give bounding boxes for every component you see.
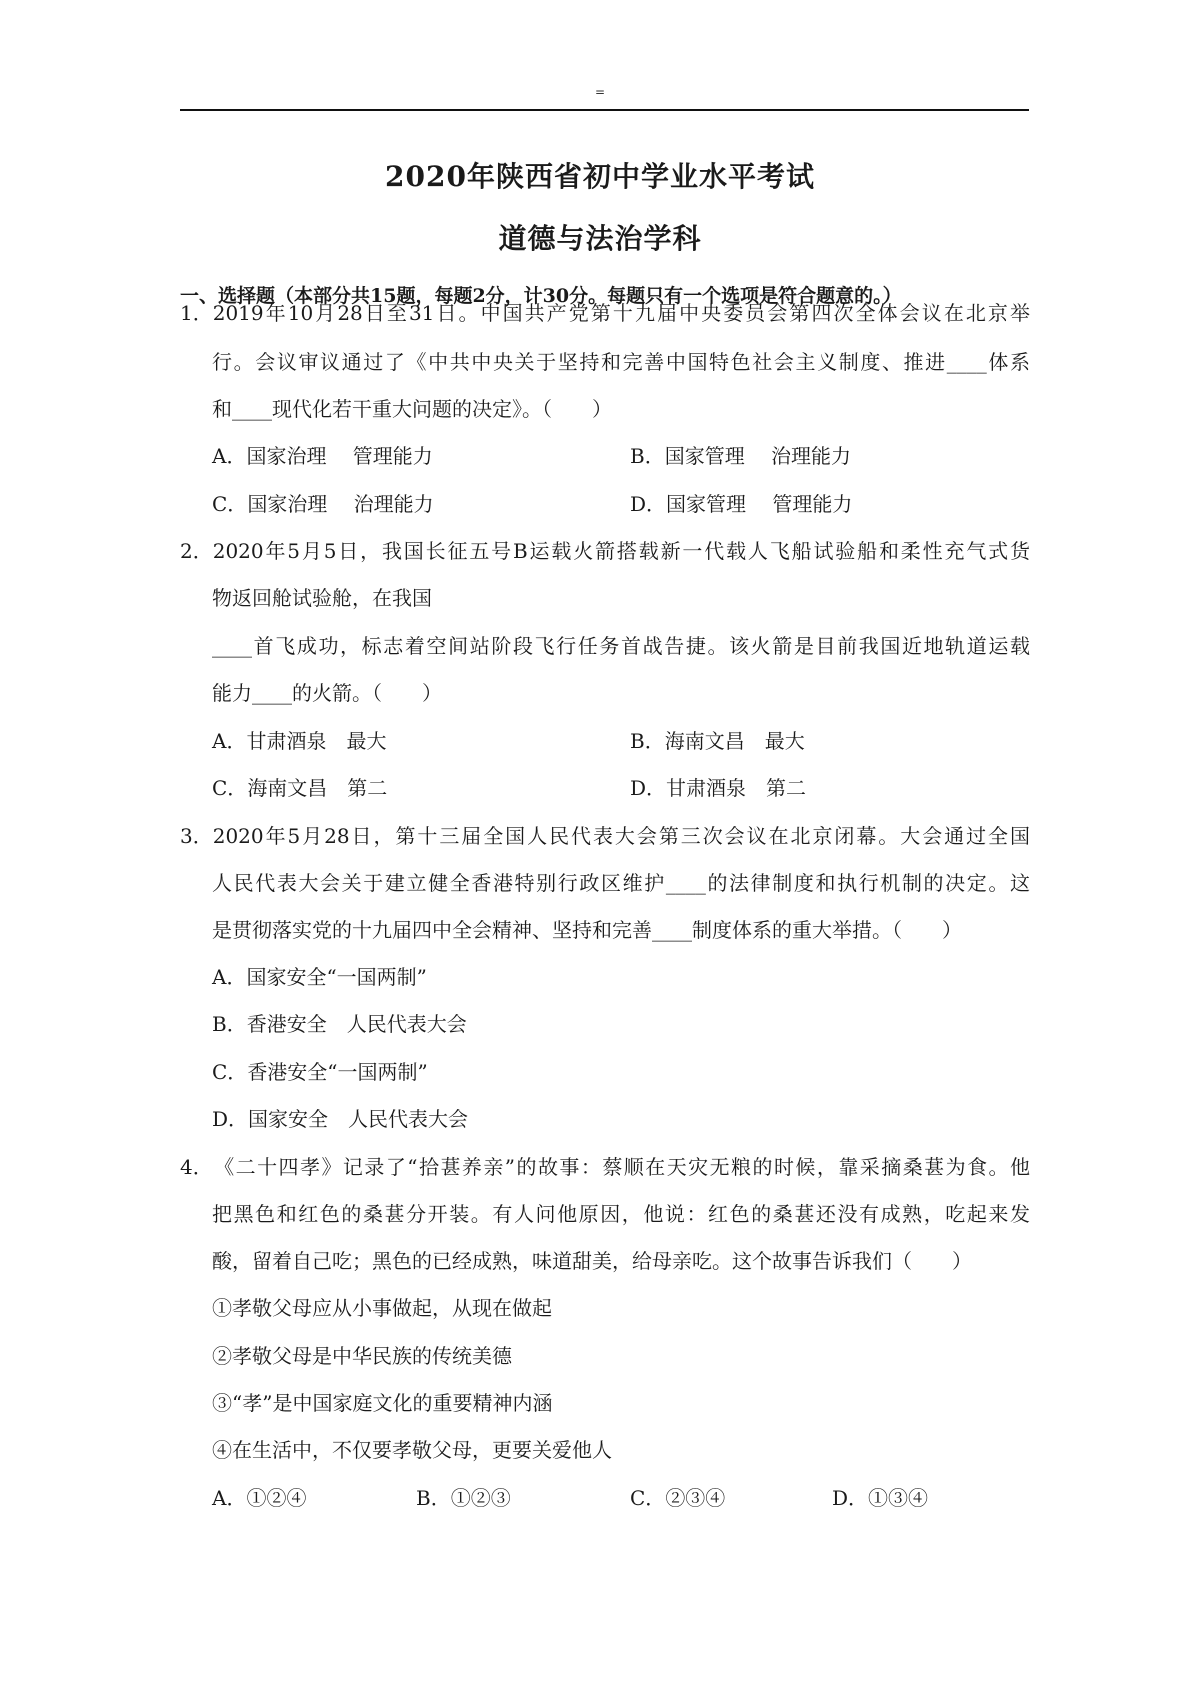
question-1-line-2: 行。会议审议通过了《中共中央关于坚持和完善中国特色社会主义制度、推进____体系 xyxy=(212,350,1030,374)
question-2-line-1: 2．2020年5月5日，我国长征五号B运载火箭搭载新一代载人飞船试验船和柔性充气式货 xyxy=(180,539,1030,563)
question-3-option-c: C．香港安全“一国两制” xyxy=(212,1060,428,1084)
question-4-line-3: 酸，留着自己吃；黑色的已经成熟，味道甜美，给母亲吃。这个故事告诉我们（ ） xyxy=(212,1249,972,1273)
question-3-number: 3． xyxy=(180,824,213,848)
question-3-line-2: 人民代表大会关于建立健全香港特别行政区维护____的法律制度和执行机制的决定。这 xyxy=(212,871,1030,895)
question-1-option-a: A．国家治理 管理能力 xyxy=(212,444,433,468)
question-2-option-d: D．甘肃酒泉 第二 xyxy=(630,776,807,800)
header-rule xyxy=(180,109,1029,111)
header-mark: = xyxy=(594,85,606,99)
question-3-option-a: A．国家安全“一国两制” xyxy=(212,965,427,989)
question-2-line-3: ____首飞成功，标志着空间站阶段飞行任务首战告捷。该火箭是目前我国近地轨道运载 xyxy=(212,634,1030,658)
question-2-option-b: B．海南文昌 最大 xyxy=(630,729,805,753)
page-title: 2020年陕西省初中学业水平考试 xyxy=(385,160,815,193)
question-4-statement-2: ②孝敬父母是中华民族的传统美德 xyxy=(212,1344,512,1368)
question-1-option-b: B．国家管理 治理能力 xyxy=(630,444,852,468)
question-1-line-1: 1．2019年10月28日至31日。中国共产党第十九届中央委员会第四次全体会议在北京举 xyxy=(180,301,1030,325)
question-4-line-1: 4．《二十四孝》记录了“拾葚养亲”的故事：蔡顺在天灾无粮的时候，靠采摘桑葚为食。他 xyxy=(180,1155,1030,1179)
question-3-option-d: D．国家安全 人民代表大会 xyxy=(212,1107,469,1131)
question-4-statement-1: ①孝敬父母应从小事做起，从现在做起 xyxy=(212,1296,552,1320)
question-4-number: 4． xyxy=(180,1155,213,1179)
question-2-option-a: A．甘肃酒泉 最大 xyxy=(212,729,387,753)
question-4-option-a: A．①②④ xyxy=(212,1486,307,1510)
question-2-line-4: 能力____的火箭。（ ） xyxy=(212,681,442,705)
question-3-line-1: 3．2020年5月28日，第十三届全国人民代表大会第三次会议在北京闭幕。大会通过全国 xyxy=(180,824,1030,848)
section-heading: 一、选择题（本部分共15题，每题2分，计30分。每题只有一个选项是符合题意的。） xyxy=(180,285,902,307)
question-3-option-b: B．香港安全 人民代表大会 xyxy=(212,1012,467,1036)
question-2-option-c: C．海南文昌 第二 xyxy=(212,776,388,800)
question-4-option-d: D．①③④ xyxy=(832,1486,929,1510)
question-2-number: 2． xyxy=(180,539,213,563)
question-3-line-3: 是贯彻落实党的十九届四中全会精神、坚持和完善____制度体系的重大举措。（ ） xyxy=(212,918,962,942)
question-1-line-3: 和____现代化若干重大问题的决定》。（ ） xyxy=(212,397,612,421)
question-1-option-d: D．国家管理 管理能力 xyxy=(630,492,853,516)
question-1-option-c: C．国家治理 治理能力 xyxy=(212,492,434,516)
question-1-number: 1． xyxy=(180,301,213,325)
question-2-line-2: 物返回舱试验舱，在我国 xyxy=(212,586,432,610)
page-subtitle: 道德与法治学科 xyxy=(498,222,702,255)
question-4-option-c: C．②③④ xyxy=(630,1486,726,1510)
question-4-statement-3: ③“孝”是中国家庭文化的重要精神内涵 xyxy=(212,1391,553,1415)
question-4-statement-4: ④在生活中，不仅要孝敬父母，更要关爱他人 xyxy=(212,1438,612,1462)
question-4-line-2: 把黑色和红色的桑葚分开装。有人问他原因，他说：红色的桑葚还没有成熟，吃起来发 xyxy=(212,1202,1030,1226)
question-4-option-b: B．①②③ xyxy=(416,1486,511,1510)
